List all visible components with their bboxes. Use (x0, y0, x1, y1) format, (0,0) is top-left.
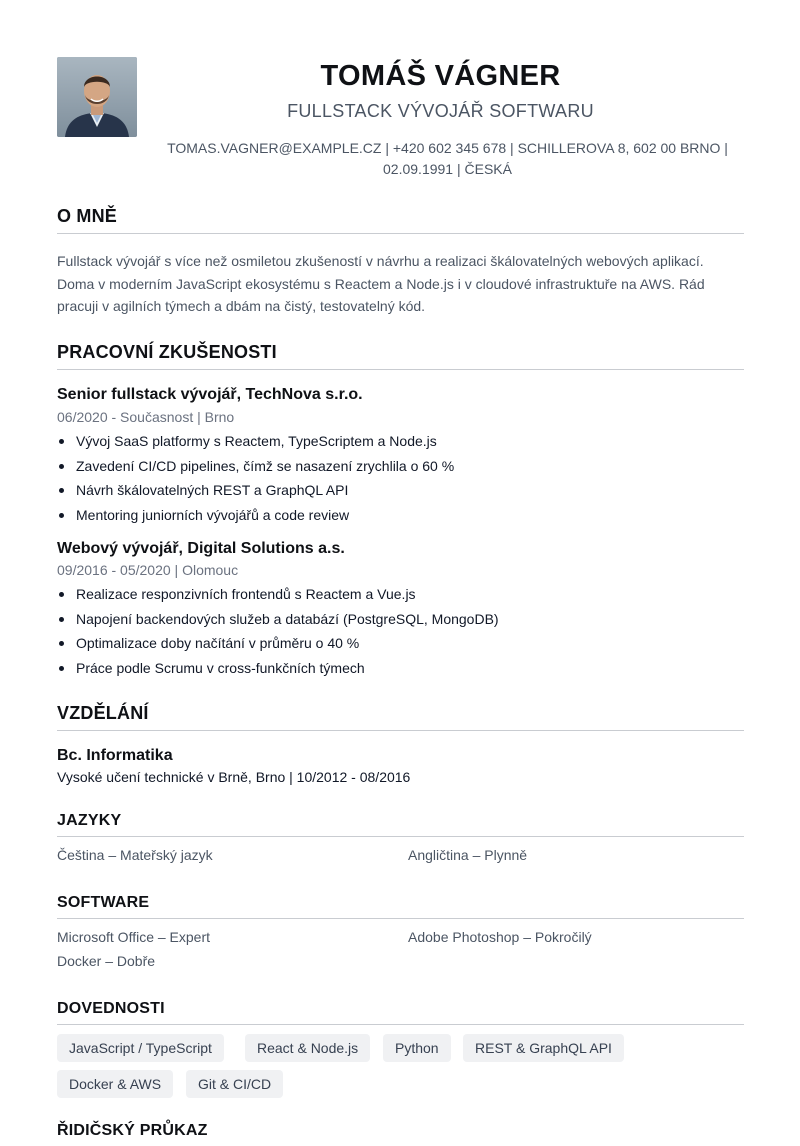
contact-info: TOMAS.VAGNER@EXAMPLE.CZ | +420 602 345 678 | SCHILLEROVA 8, 602 00 BRNO | 02.09.1991 | ČESKÁ (167, 140, 728, 177)
section-heading-languages: JAZYKY (57, 812, 744, 837)
list-item: Zavedení CI/CD pipelines, čímž se nasazení zrychlila o 60 % (57, 454, 454, 479)
job-1-bullets (57, 429, 454, 527)
list-item: Realizace responzivních frontendů s Reactem a Vue.js (57, 582, 499, 607)
software-item: Adobe Photoshop – Pokročilý (408, 929, 592, 945)
list-item: Práce podle Scrumu v cross-funkčních týmech (57, 656, 499, 681)
software-item: Microsoft Office – Expert (57, 929, 211, 945)
section-heading-about: O MNĚ (57, 206, 744, 234)
list-item: Optimalizace doby načítání v průměru o 40 % (57, 631, 499, 656)
skill-tag: Docker & AWS (57, 1070, 173, 1098)
skill-tag: React & Node.js (245, 1034, 370, 1062)
skill-tag: Git & CI/CD (186, 1070, 283, 1098)
profile-photo (57, 57, 137, 137)
section-heading-software: SOFTWARE (57, 894, 744, 919)
about-text: Fullstack vývojář s více než osmiletou zkušeností v návrhu a realizaci škálovatelných webových aplikací. Doma v moderním JavaScript ekosystému s Reactem a Node.js i v cloudové infrastruktuře na AWS. Rád pracuji v agilních týmech a dbám na čistý, testovatelný kód. (57, 253, 705, 314)
job-2-meta: 09/2016 - 05/2020 | Olomouc (57, 562, 239, 578)
list-item: Vývoj SaaS platformy s Reactem, TypeScriptem a Node.js (57, 429, 454, 454)
software-item: Docker – Dobře (57, 953, 156, 969)
skill-tag: REST & GraphQL API (463, 1034, 624, 1062)
job-1-title: Senior fullstack vývojář, TechNova s.r.o. (57, 386, 363, 403)
profile-photo-image (57, 57, 137, 137)
list-item: Mentoring juniorních vývojářů a code review (57, 503, 454, 528)
full-name: TOMÁŠ VÁGNER (320, 60, 561, 92)
education-degree: Bc. Informatika (57, 747, 173, 764)
language-item: Angličtina – Plynně (408, 847, 528, 863)
section-heading-skills: DOVEDNOSTI (57, 1000, 744, 1025)
job-title: FULLSTACK VÝVOJÁŘ SOFTWARU (287, 101, 594, 121)
job-2-bullets (57, 582, 499, 680)
list-item: Napojení backendových služeb a databází (PostgreSQL, MongoDB) (57, 607, 499, 632)
resume-header (137, 56, 744, 180)
skill-tag: JavaScript / TypeScript (57, 1034, 224, 1062)
job-2-title: Webový vývojář, Digital Solutions a.s. (57, 540, 345, 557)
section-heading-experience: PRACOVNÍ ZKUŠENOSTI (57, 342, 744, 370)
section-heading-education: VZDĚLÁNÍ (57, 703, 744, 731)
education-institution: Vysoké učení technické v Brně, Brno | 10/2012 - 08/2016 (57, 769, 411, 785)
list-item: Návrh škálovatelných REST a GraphQL API (57, 478, 454, 503)
section-heading-license: ŘIDIČSKÝ PRŮKAZ (57, 1122, 208, 1139)
job-1-meta: 06/2020 - Současnost | Brno (57, 409, 235, 425)
skill-tag: Python (383, 1034, 451, 1062)
language-item: Čeština – Mateřský jazyk (57, 847, 213, 863)
